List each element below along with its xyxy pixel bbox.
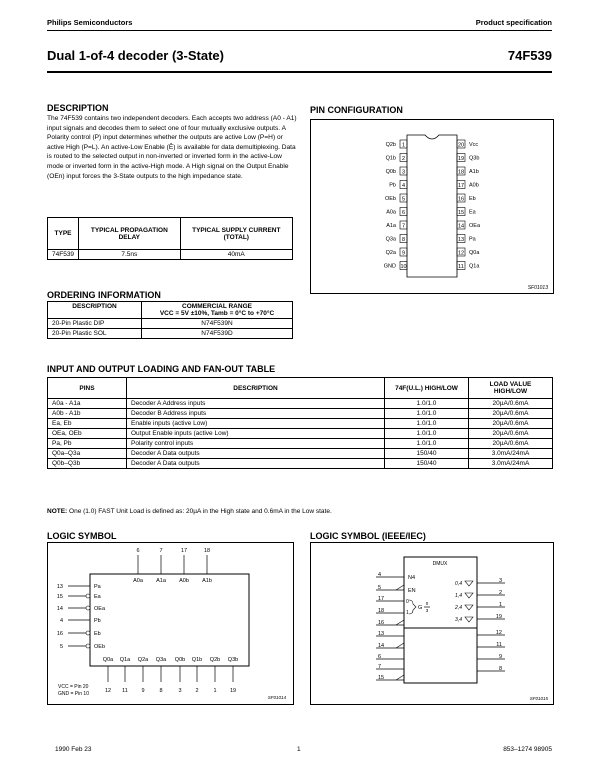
label: 3 (425, 608, 429, 613)
cell: 74F539 (48, 250, 79, 260)
output-label: 2,4 (455, 605, 462, 611)
label: 4 (378, 572, 382, 578)
pin-number: 17 (457, 183, 465, 189)
label: Q1a (119, 657, 131, 663)
label: Q3a (155, 657, 167, 663)
cell: 150/40 (385, 459, 469, 469)
label: 5 (59, 644, 63, 650)
label: G (418, 605, 423, 611)
pin-label-right: Q0a (469, 250, 480, 256)
pin-number: 2 (401, 156, 406, 162)
output-label: 3,4 (455, 617, 462, 623)
output-label: 0,4 (455, 581, 462, 587)
ieee-symbol-heading: LOGIC SYMBOL (IEEE/IEC) (310, 531, 426, 541)
pin-label-left: A1a (386, 223, 396, 229)
cell: Output Enable inputs (active Low) (127, 429, 385, 439)
label: 14 (378, 643, 385, 649)
label: 6 (378, 654, 382, 660)
label: 2 (498, 590, 502, 596)
col-current: TYPICAL SUPPLY CURRENT (TOTAL) (180, 218, 292, 250)
cell: 3.0mA/24mA (469, 449, 553, 459)
range-title: COMMERCIAL RANGE (182, 303, 252, 310)
label: 1 (213, 688, 217, 694)
pin-label-right: Ea (469, 209, 476, 216)
pin-number: 13 (457, 237, 465, 243)
pin-label-left: Q2a (385, 250, 396, 256)
label: Ea (94, 594, 101, 600)
label: 17 (378, 596, 385, 602)
cell: 20-Pin Plastic SOL (48, 329, 142, 339)
pin-number: 7 (401, 223, 406, 230)
label: 4 (59, 618, 63, 624)
pin-label-left: Q2b (385, 142, 396, 148)
label: 16 (378, 620, 385, 626)
label: 12 (104, 688, 112, 694)
cell: 1.0/1.0 (385, 419, 469, 429)
cell: 7.5ns (79, 250, 181, 260)
figure-code: SF01014 (267, 695, 286, 700)
label: 9 (498, 654, 502, 660)
pin-label-left: Pb (389, 182, 396, 189)
label: 16 (56, 631, 63, 637)
pin-number: 6 (401, 210, 406, 216)
pin-number: 10 (400, 264, 407, 270)
cell: 1.0/1.0 (385, 439, 469, 449)
note-text: One (1.0) FAST Unit Load is defined as: 20µA in the High state and 0.6mA in the Low state. (69, 508, 332, 515)
logic-symbol-heading: LOGIC SYMBOL (47, 531, 117, 541)
pin-label-left: Q3a (385, 236, 396, 243)
pin-label-right: Pa (469, 236, 476, 243)
cell: 20µA/0.6mA (469, 409, 553, 419)
label: A1a (156, 578, 166, 584)
label: VCC = Pin 20 (58, 684, 89, 690)
label: DMUX (432, 561, 448, 567)
cell: A0b - A1b (48, 409, 127, 419)
cell: 40mA (180, 250, 292, 260)
pin-number: 3 (401, 169, 406, 176)
label: 13 (378, 631, 385, 637)
label: 2 (195, 688, 199, 694)
label: 18 (378, 608, 385, 614)
cell: 1.0/1.0 (385, 409, 469, 419)
footer-page: 1 (297, 746, 301, 753)
cell: Polarity control inputs (127, 439, 385, 449)
label: A0a (133, 578, 143, 584)
figure-code: SF01015 (529, 696, 548, 701)
doc-type: Product specification (475, 18, 552, 27)
label: 6 (136, 548, 140, 554)
pin-number: 19 (457, 156, 465, 162)
label: A1b (202, 578, 212, 584)
pin-number: 18 (457, 169, 465, 176)
logic-symbol-box (47, 542, 294, 705)
cell: 20µA/0.6mA (469, 399, 553, 409)
label: Pa (94, 584, 101, 590)
pin-number: 12 (457, 250, 465, 257)
label: 3 (498, 578, 502, 584)
label: Q2b (209, 657, 221, 663)
cell: Ea, Eb (48, 419, 127, 429)
pin-label-right: Q3b (469, 155, 480, 162)
label: 8 (498, 666, 502, 672)
cell: N74F539N (142, 319, 293, 329)
col-description: DESCRIPTION (48, 302, 142, 319)
pin-label-right: Q1a (469, 263, 480, 270)
figure-code: SF01013 (527, 285, 548, 291)
cell: 1.0/1.0 (385, 429, 469, 439)
label: 3 (178, 688, 182, 694)
pin-number: 14 (457, 223, 465, 230)
cell: Decoder A Address inputs (127, 399, 385, 409)
cell: Decoder B Address inputs (127, 409, 385, 419)
description-text: The 74F539 contains two independent decoders. Each accepts two address (A0 - A1) input signals and decodes them to select one of four mutually exclusive outputs. A Polarity control (P) input determines whether the outputs are active Low (P=H) or active High (P=L). An active-Low Enable (Ē) is available for data demultiplexing. Data is routed to the selected output in non-inverted or inverted form in the active-Low mode or inverted form in the active-High mode. A High signal on the Output Enable (OEn) input forces the 3-State outputs to the high impedance state. (47, 115, 297, 180)
cell: Decoder A Data outputs (127, 459, 385, 469)
label: 1 (498, 602, 502, 608)
label: 1 (406, 610, 409, 616)
pin-label-right: OEa (469, 223, 481, 229)
label: GND = Pin 10 (58, 691, 89, 697)
cell: 20-Pin Plastic DIP (48, 319, 142, 329)
label: 11 (496, 642, 502, 648)
ic-body (407, 135, 457, 277)
doc-title: Dual 1-of-4 decoder (3-State) (47, 48, 224, 63)
label: 19 (495, 614, 502, 620)
label: 7 (378, 664, 382, 670)
pin-label-left: Q1b (385, 155, 396, 162)
cell: Q0b–Q3b (48, 459, 127, 469)
cell: 1.0/1.0 (385, 399, 469, 409)
pin-label-right: Eb (469, 196, 476, 202)
pin-label-left: A0a (386, 209, 396, 216)
pin-label-left: Q0b (385, 169, 396, 175)
label: 11 (122, 688, 128, 694)
pin-label-left: GND (383, 263, 396, 270)
cell: N74F539D (142, 329, 293, 339)
col-type: TYPE (48, 218, 79, 250)
part-number: 74F539 (507, 48, 552, 63)
pin-config-heading: PIN CONFIGURATION (310, 105, 403, 115)
label: 19 (229, 688, 237, 694)
pin-number: 1 (401, 142, 406, 149)
pin-number: 4 (401, 183, 406, 189)
label: 15 (56, 594, 63, 600)
company-name: Philips Semiconductors (47, 18, 133, 27)
cell: 3.0mA/24mA (469, 459, 553, 469)
pin-number: 16 (457, 196, 465, 203)
pin-number: 9 (401, 250, 406, 257)
label: 17 (180, 548, 188, 554)
label: 18 (203, 548, 211, 554)
ordering-heading: ORDERING INFORMATION (47, 290, 161, 300)
label: A0b (179, 578, 189, 584)
col-ul: 74F(U.L.) HIGH/LOW (385, 378, 469, 399)
label: Q0a (102, 657, 114, 663)
pin-number: 8 (401, 237, 406, 243)
label: 0 (425, 601, 429, 606)
col-description: DESCRIPTION (127, 378, 385, 399)
pin-label-right: A0b (469, 182, 479, 189)
label: Pb (94, 618, 101, 624)
pin-number: 5 (401, 196, 406, 203)
cell: 20µA/0.6mA (469, 419, 553, 429)
cell: Q0a–Q3a (48, 449, 127, 459)
output-label: 1,4 (455, 593, 462, 599)
col-load: LOAD VALUE HIGH/LOW (469, 378, 553, 399)
cell: Enable inputs (active Low) (127, 419, 385, 429)
label: Q2a (137, 657, 149, 663)
pin-label-right: Vcc (469, 142, 479, 148)
cell: Decoder A Data outputs (127, 449, 385, 459)
label: 5 (378, 585, 382, 591)
pin-number: 11 (458, 264, 464, 270)
cell: A0a - A1a (48, 399, 127, 409)
label: N4 (408, 575, 416, 581)
cell: 150/40 (385, 449, 469, 459)
label: 0 (406, 599, 409, 605)
description-heading: DESCRIPTION (47, 103, 109, 113)
fanout-heading: INPUT AND OUTPUT LOADING AND FAN-OUT TABLE (47, 364, 276, 374)
pin-label-left: OEb (384, 196, 396, 202)
footer-date: 1990 Feb 23 (55, 746, 92, 753)
cell: Pa, Pb (48, 439, 127, 449)
label: 13 (56, 584, 63, 590)
range-conditions: VCC = 5V ±10%, Tamb = 0°C to +70°C (159, 310, 275, 317)
pin-number: 20 (457, 142, 465, 149)
pin-number: 15 (457, 210, 465, 216)
cell: 20µA/0.6mA (469, 439, 553, 449)
label: 9 (141, 688, 145, 694)
label: Eb (94, 631, 101, 637)
label: Q0b (174, 657, 186, 663)
label: 12 (495, 630, 502, 636)
pin-label-right: A1b (469, 169, 479, 175)
cell: 20µA/0.6mA (469, 429, 553, 439)
label: 8 (159, 688, 163, 694)
footer-doc-number: 853–1274 98905 (503, 746, 552, 753)
ieee-symbol-box (310, 542, 554, 705)
col-pins: PINS (48, 378, 127, 399)
label: Q1b (191, 657, 203, 663)
col-delay: TYPICAL PROPAGATION DELAY (79, 218, 181, 250)
label: Q3b (227, 657, 239, 663)
note-label: NOTE: (47, 508, 68, 515)
label: OEb (94, 644, 106, 650)
cell: OEa, OEb (48, 429, 127, 439)
label: 15 (378, 675, 385, 681)
label: OEa (94, 606, 106, 612)
label: 7 (159, 548, 163, 554)
label: EN (408, 588, 416, 594)
label: 14 (56, 606, 63, 612)
